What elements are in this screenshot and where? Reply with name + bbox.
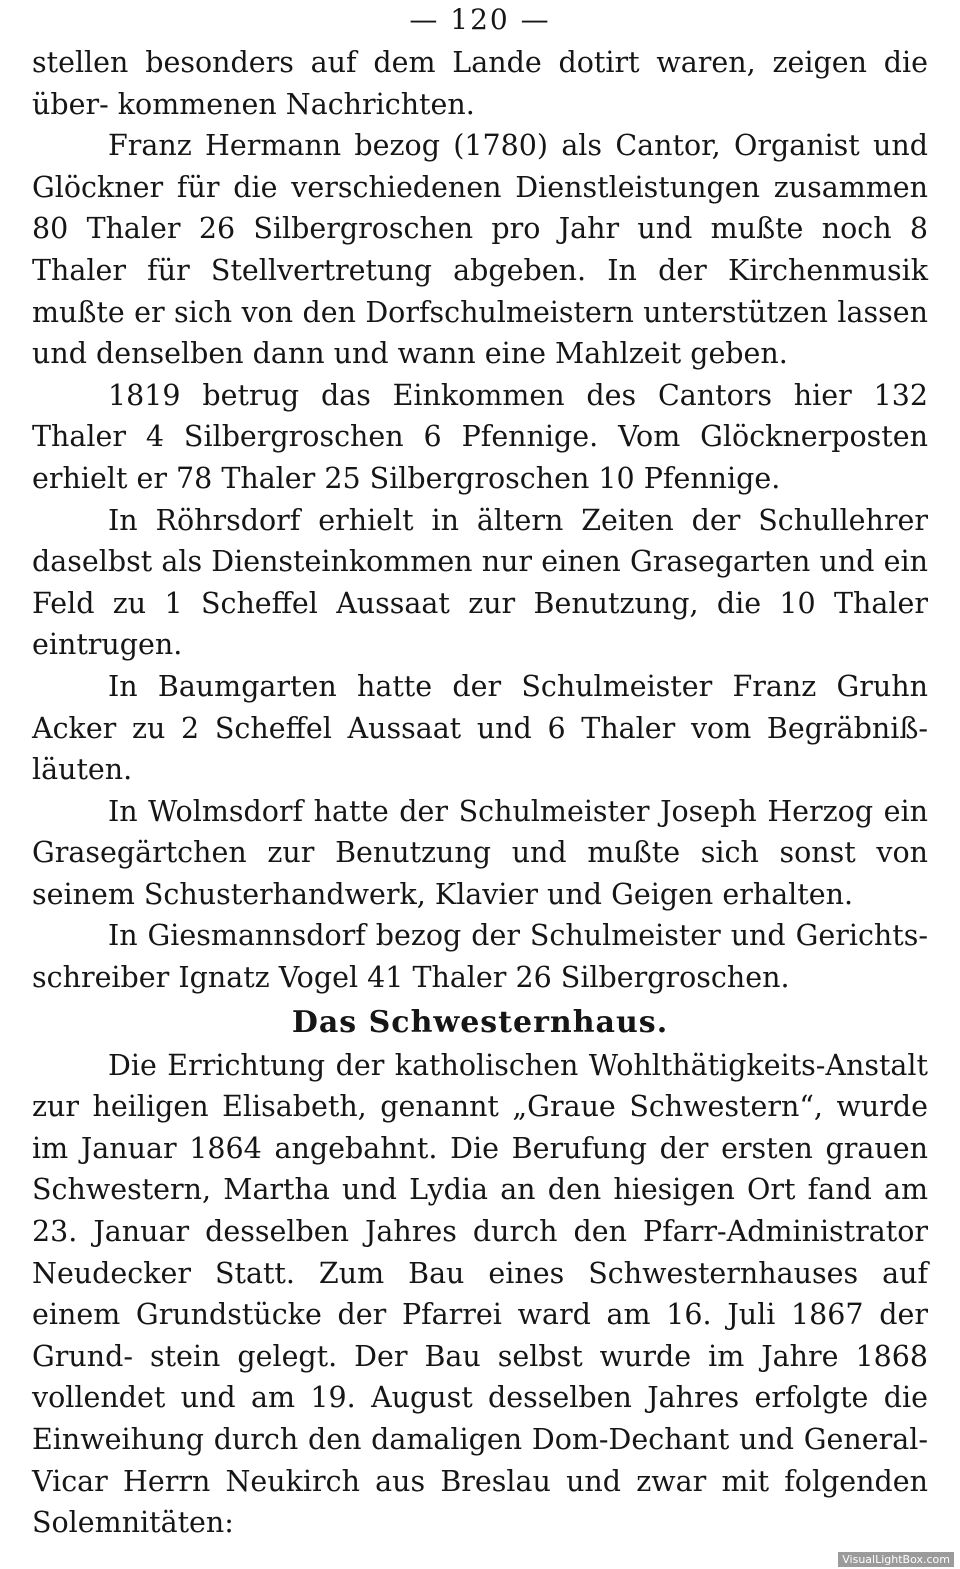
paragraph-wolmsdorf: In Wolmsdorf hatte der Schulmeister Joseph Herzog ein Grasegärtchen zur Benutzung und mußte sich sonst von seinem Schusterhandwerk, Klavier und Geigen erhalten. <box>32 794 928 911</box>
document-page <box>32 0 928 1569</box>
body-text <box>32 42 928 1544</box>
section-title: Das Schwesternhaus. <box>291 1004 669 1040</box>
paragraph-giesmannsdorf: In Giesmannsdorf bezog der Schulmeister und Gerichts- schreiber Ignatz Vogel 41 Thaler 26 Silbergroschen. <box>32 919 928 995</box>
paragraph-baumgarten: In Baumgarten hatte der Schulmeister Franz Gruhn Acker zu 2 Scheffel Aussaat und 6 Thaler vom Begräbniß- läuten. <box>32 669 928 787</box>
paragraph-franz-hermann: Franz Hermann bezog (1780) als Cantor, Organist und Glöckner für die verschiedenen Dienstleistungen zusammen 80 Thaler 26 Silbergroschen pro Jahr und mußte noch 8 Thaler für Stellvertretung abgeben. In der Kirchenmusik mußte er sich von den Dorfschulmeistern unterstützen lassen und denselben dann und wann eine Mahlzeit geben. <box>32 129 928 371</box>
paragraph-schwesternhaus: Die Errichtung der katholischen Wohlthätigkeits-Anstalt zur heiligen Elisabeth, genannt „Graue Schwestern“, wurde im Januar 1864 angebahnt. Die Berufung der ersten grauen Schwestern, Martha und Lydia an den hiesigen Ort fand am 23. Januar desselben Jahres durch den Pfarr-Administrator Neudecker Statt. Zum Bau eines Schwesternhauses auf einem Grundstücke der Pfarrei ward am 16. Juli 1867 der Grund- stein gelegt. Der Bau selbst wurde im Jahre 1868 vollendet und am 19. August desselben Jahres erfolgte die Einweihung durch den damaligen Dom-Dechant und General-Vicar Herrn Neukirch aus Breslau und zwar mit folgenden Solemnitäten: <box>32 1048 928 1540</box>
paragraph-roehrsdorf: In Röhrsdorf erhielt in ältern Zeiten der Schullehrer daselbst als Diensteinkommen nur einen Grasegarten und ein Feld zu 1 Scheffel Aussaat zur Benutzung, die 10 Thaler eintrugen. <box>32 503 928 662</box>
paragraph-1819-income: 1819 betrug das Einkommen des Cantors hier 132 Thaler 4 Silbergroschen 6 Pfennige. Vom Glöcknerposten erhielt er 78 Thaler 25 Silbergroschen 10 Pfennige. <box>32 378 928 495</box>
page-number: — 120 — <box>409 3 551 36</box>
watermark: VisualLightBox.com <box>838 1552 954 1567</box>
paragraph-continuation: stellen besonders auf dem Lande dotirt waren, zeigen die über- kommenen Nachrichten. <box>32 46 928 121</box>
